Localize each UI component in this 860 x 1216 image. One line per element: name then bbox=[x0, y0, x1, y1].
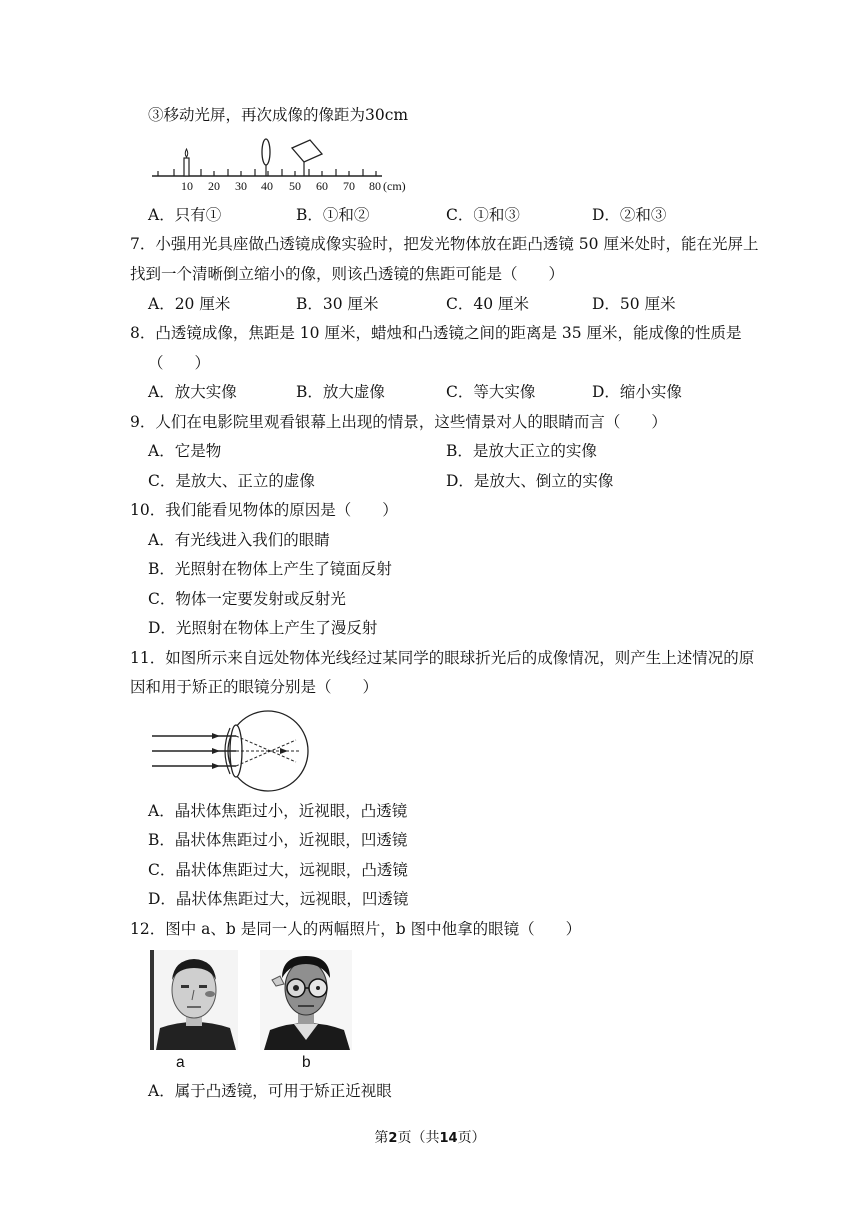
q12-option-a[interactable]: A．属于凸透镜，可用于矫正近视眼 bbox=[148, 1082, 392, 1100]
q11-stem-line-2: 因和用于矫正的眼镜分别是（ ） bbox=[130, 678, 379, 696]
q10-option-a[interactable]: A．有光线进入我们的眼睛 bbox=[148, 531, 330, 549]
q9-option-a[interactable]: A．它是物 bbox=[148, 442, 222, 460]
q7-option-b[interactable]: B．30 厘米 bbox=[296, 295, 379, 313]
photo-b-label: b bbox=[302, 1054, 311, 1071]
page-footer bbox=[0, 1128, 860, 1149]
q8-stem-line-1: 8．凸透镜成像，焦距是 10 厘米，蜡烛和凸透镜之间的距离是 35 厘米，能成像的性质是 bbox=[130, 324, 742, 342]
footer-total-pages: 14 bbox=[439, 1131, 458, 1146]
q10-option-b[interactable]: B．光照射在物体上产生了镜面反射 bbox=[148, 560, 392, 578]
q11-option-d[interactable]: D．晶状体焦距过大，远视眼，凹透镜 bbox=[148, 890, 409, 908]
footer-middle: 页（共 bbox=[397, 1130, 440, 1146]
q10-stem: 10．我们能看见物体的原因是（ ） bbox=[130, 501, 398, 519]
footer-page-number: 2 bbox=[388, 1131, 398, 1146]
footer-prefix: 第 bbox=[374, 1130, 389, 1146]
q7-option-a[interactable]: A．20 厘米 bbox=[148, 295, 231, 313]
q11-option-b[interactable]: B．晶状体焦距过小，近视眼，凹透镜 bbox=[148, 831, 408, 849]
ruler-tick-label: 40 bbox=[261, 179, 273, 193]
candle-icon bbox=[184, 149, 189, 176]
q8-stem-line-2: （ ） bbox=[148, 354, 211, 372]
q7-stem-line-2: 找到一个清晰倒立缩小的像，则该凸透镜的焦距可能是（ ） bbox=[130, 265, 565, 283]
q6-option-b[interactable]: B．①和② bbox=[296, 206, 370, 224]
q8-option-a[interactable]: A．放大实像 bbox=[148, 383, 237, 401]
ruler-tick-label: 50 bbox=[289, 179, 301, 193]
q11-option-c[interactable]: C．晶状体焦距过大，远视眼，凸透镜 bbox=[148, 861, 408, 879]
photo-a-label: a bbox=[176, 1054, 185, 1071]
q7-stem-line-1: 7．小强用光具座做凸透镜成像实验时，把发光物体放在距凸透镜 50 厘米处时，能在光屏上 bbox=[130, 235, 759, 253]
q9-option-b[interactable]: B．是放大正立的实像 bbox=[446, 442, 597, 460]
q6-option-c[interactable]: C．①和③ bbox=[446, 206, 520, 224]
q9-option-c[interactable]: C．是放大、正立的虚像 bbox=[148, 472, 315, 490]
ruler-tick-label: 30 bbox=[235, 179, 247, 193]
q9-stem: 9．人们在电影院里观看银幕上出现的情景，这些情景对人的眼睛而言（ ） bbox=[130, 413, 667, 431]
q6-option-a[interactable]: A．只有① bbox=[148, 206, 222, 224]
q9-option-d[interactable]: D．是放大、倒立的实像 bbox=[446, 472, 614, 490]
q7-option-c[interactable]: C．40 厘米 bbox=[446, 295, 530, 313]
q12-stem: 12．图中 a、b 是同一人的两幅照片，b 图中他拿的眼镜（ ） bbox=[130, 920, 582, 938]
lens-icon bbox=[262, 139, 270, 165]
ruler-unit-label: (cm) bbox=[383, 179, 406, 193]
ruler-tick-label: 20 bbox=[208, 179, 220, 193]
screen-icon bbox=[292, 140, 322, 176]
ruler-tick-labels bbox=[150, 178, 410, 194]
q11-option-a[interactable]: A．晶状体焦距过小，近视眼，凸透镜 bbox=[148, 802, 408, 820]
photo-b bbox=[260, 950, 352, 1050]
photo-a bbox=[150, 950, 238, 1050]
q8-option-d[interactable]: D．缩小实像 bbox=[592, 383, 682, 401]
ruler-tick-label: 80 bbox=[369, 179, 381, 193]
q7-option-d[interactable]: D．50 厘米 bbox=[592, 295, 676, 313]
ruler-tick-label: 10 bbox=[181, 179, 193, 193]
q10-option-c[interactable]: C．物体一定要发射或反射光 bbox=[148, 590, 346, 608]
eye-diagram bbox=[150, 706, 320, 798]
ruler-tick-label: 70 bbox=[343, 179, 355, 193]
q6-option-d[interactable]: D．②和③ bbox=[592, 206, 667, 224]
q8-option-c[interactable]: C．等大实像 bbox=[446, 383, 536, 401]
q8-option-b[interactable]: B．放大虚像 bbox=[296, 383, 385, 401]
ruler-tick-label: 60 bbox=[316, 179, 328, 193]
footer-suffix: 页） bbox=[457, 1130, 486, 1146]
q6-item-3: ③移动光屏，再次成像的像距为30cm bbox=[148, 106, 409, 124]
q10-option-d[interactable]: D．光照射在物体上产生了漫反射 bbox=[148, 619, 378, 637]
q11-stem-line-1: 11．如图所示来自远处物体光线经过某同学的眼球折光后的成像情况，则产生上述情况的原 bbox=[130, 649, 755, 667]
